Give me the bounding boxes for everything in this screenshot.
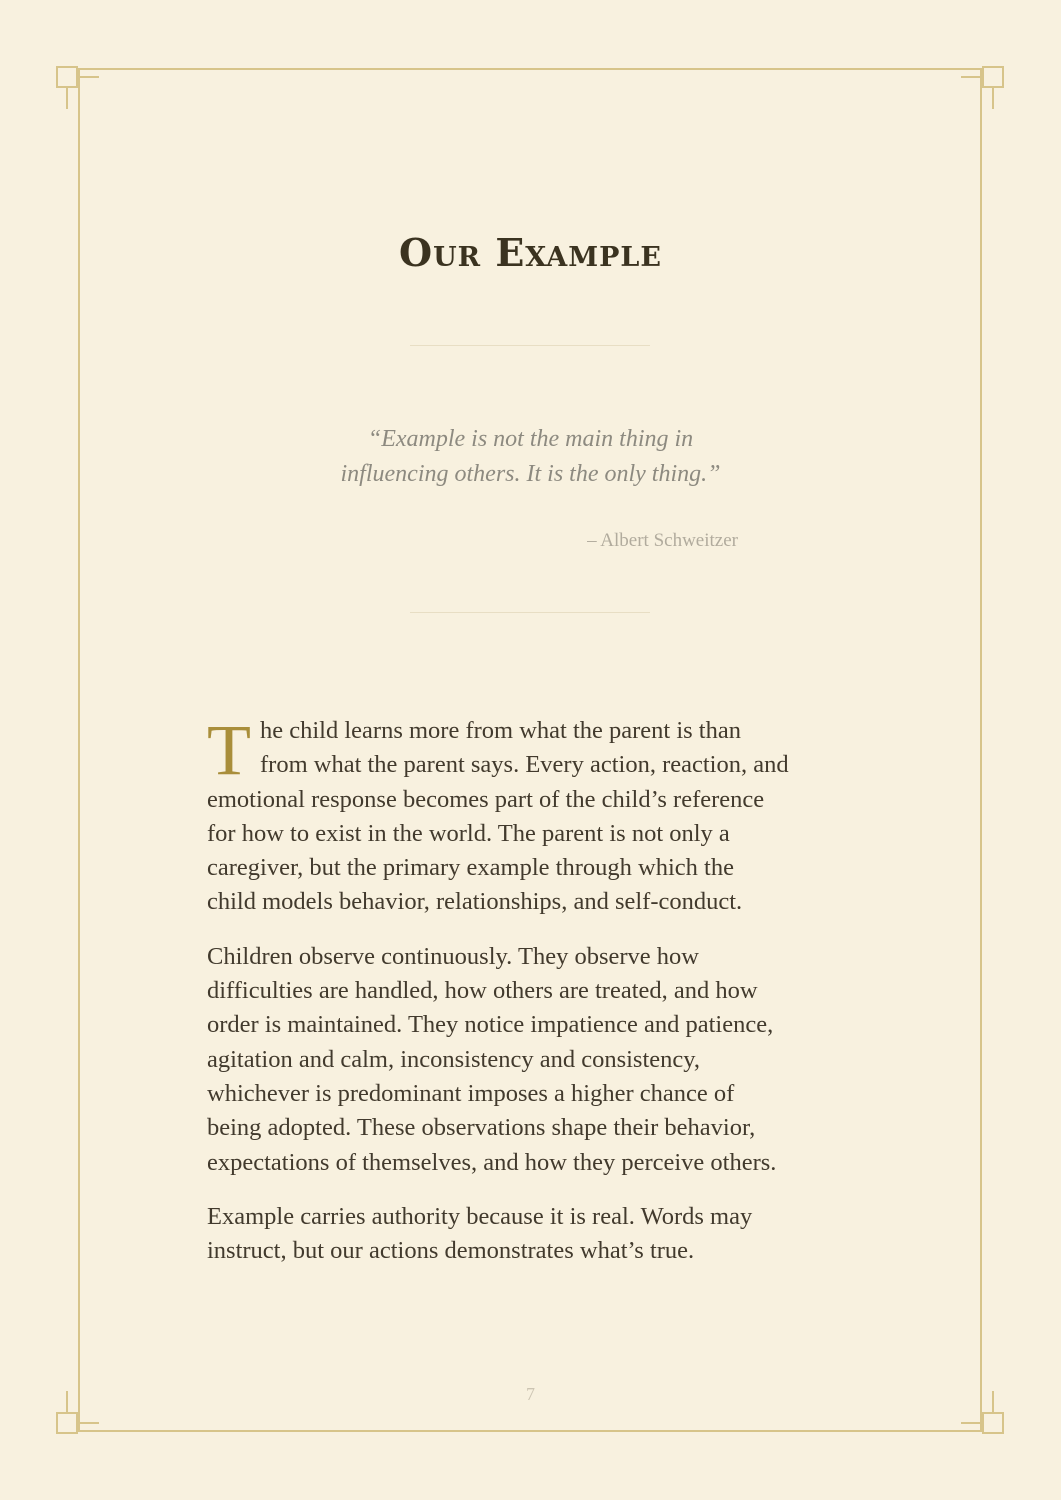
text-line: difficulties are handled, how others are treated, and how bbox=[207, 977, 758, 1005]
chapter-title: Our Example bbox=[399, 230, 662, 276]
paragraph-3 bbox=[207, 1200, 867, 1269]
text-line: for how to exist in the world. The parent is not only a bbox=[207, 819, 730, 847]
text-line: from what the parent says. Every action, reaction, and bbox=[260, 751, 789, 779]
frame-corner-ornament bbox=[56, 66, 100, 110]
text-line: agitation and calm, inconsistency and consistency, bbox=[207, 1045, 701, 1073]
epigraph-attribution: – Albert Schweitzer bbox=[587, 530, 738, 551]
text-line: he child learns more from what the parent is than bbox=[260, 717, 741, 744]
paragraph-2 bbox=[207, 940, 867, 1180]
text-line: Example carries authority because it is real. Words may bbox=[207, 1202, 753, 1230]
text-line: Children observe continuously. They observe how bbox=[207, 942, 699, 970]
paragraph-1 bbox=[207, 710, 867, 920]
page-number: 7 bbox=[526, 1384, 535, 1404]
epigraph-line: influencing others. It is the only thing.” bbox=[340, 461, 721, 487]
body-text bbox=[207, 710, 867, 1288]
text-line: being adopted. These observations shape their behavior, bbox=[207, 1114, 756, 1142]
frame-corner-ornament bbox=[960, 66, 1004, 110]
divider-bottom bbox=[410, 612, 650, 613]
text-line: child models behavior, relationships, and self-conduct. bbox=[207, 888, 743, 916]
epigraph-line: “Example is not the main thing in bbox=[367, 426, 694, 452]
text-line: emotional response becomes part of the child’s reference bbox=[207, 785, 765, 813]
text-line: caregiver, but the primary example through which the bbox=[207, 854, 734, 882]
text-line: order is maintained. They notice impatience and patience, bbox=[207, 1011, 774, 1039]
divider-top bbox=[410, 345, 650, 346]
text-line: instruct, but our actions demonstrates what’s true. bbox=[207, 1237, 695, 1265]
epigraph-quote bbox=[300, 422, 761, 492]
drop-cap: T bbox=[207, 710, 251, 790]
text-line: expectations of themselves, and how they perceive others. bbox=[207, 1148, 777, 1176]
text-line: whichever is predominant imposes a higher chance of bbox=[207, 1079, 735, 1107]
